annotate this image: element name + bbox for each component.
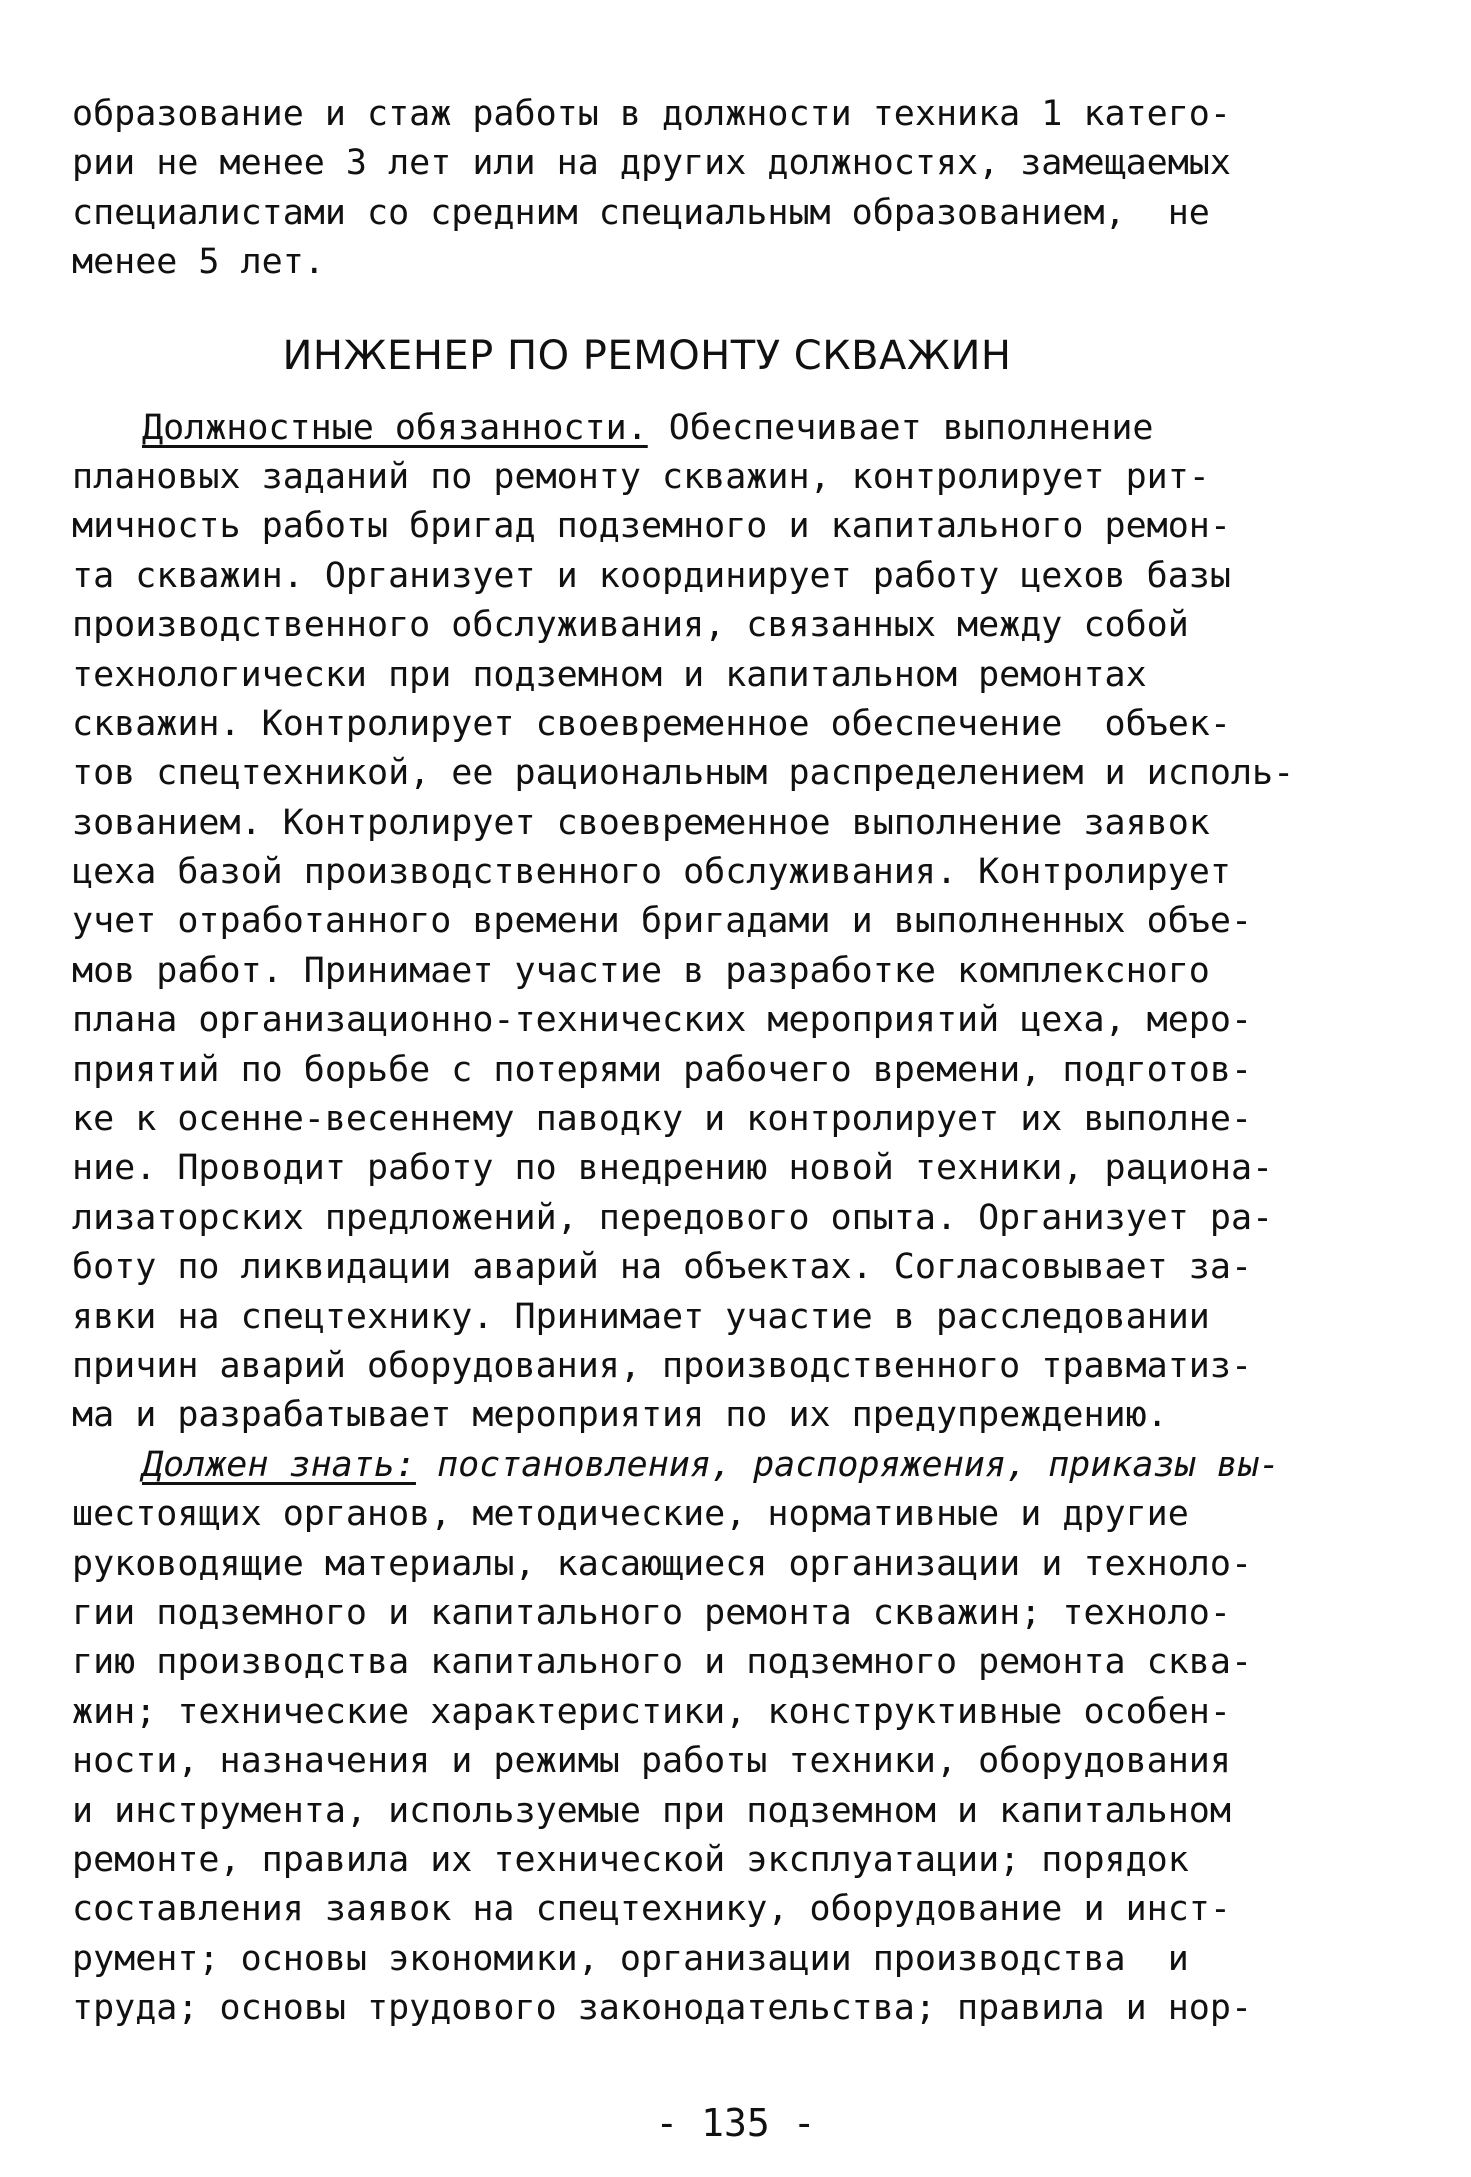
text-line: гии подземного и капитального ремонта скважин; техноло- [72,1592,1231,1633]
text-line: рии не менее 3 лет или на других должностях, замещаемых [72,143,1231,184]
text-line: производственного обслуживания, связанных между собой [72,605,1189,646]
text-line: ке к осенне-весеннему паводку и контролирует их выполне- [72,1099,1253,1140]
text-line: ние. Проводит работу по внедрению новой техники, рациона- [72,1148,1274,1189]
text-line: менее 5 лет. [72,242,325,283]
text-line: лизаторских предложений, передового опыта. Организует ра- [72,1197,1274,1238]
knowledge-label: Должен знать: [142,1444,416,1485]
text-line: плановых заданий по ремонту скважин, контролирует рит- [72,456,1210,497]
duties-paragraph [72,404,1412,1441]
text-line: руководящие материалы, касающиеся организации и техноло- [72,1543,1253,1584]
text-line [72,404,1412,453]
text-line: мов работ. Принимает участие в разработке комплексного [72,950,1210,991]
text-line: образование и стаж работы в должности техника 1 катего- [72,94,1231,134]
text-line: боту по ликвидации аварий на объектах. Согласовывает за- [72,1247,1253,1288]
knowledge-first-line: постановления, распоряжения, приказы вы- [415,1444,1280,1485]
text-line: ремонте, правила их технической эксплуатации; порядок [72,1839,1189,1880]
text-line: ма и разрабатывает мероприятия по их предупреждению. [72,1395,1168,1436]
text-line: шестоящих органов, методические, нормативные и другие [72,1494,1189,1535]
document-page [72,90,1412,2033]
section-heading: ИНЖЕНЕР ПО РЕМОНТУ СКВАЖИН [282,332,1012,379]
intro-paragraph [72,90,1412,288]
text-line: цеха базой производственного обслуживания. Контролирует [72,852,1231,893]
page-number: - 135 - [655,2101,816,2145]
text-line: жин; технические характеристики, конструктивные особен- [72,1691,1231,1732]
text-line: мичность работы бригад подземного и капитального ремон- [72,506,1231,547]
text-line: скважин. Контролирует своевременное обеспечение объек- [72,703,1231,744]
text-line: специалистами со средним специальным образованием, не [72,192,1210,233]
duties-first-line: Обеспечивает выполнение [647,407,1154,448]
text-line: составления заявок на спецтехнику, оборудование и инст- [72,1889,1231,1930]
text-line: плана организационно-технических мероприятий цеха, меро- [72,1000,1253,1041]
text-line: труда; основы трудового законодательства; правила и нор- [72,1988,1253,2029]
text-line: зованием. Контролирует своевременное выполнение заявок [72,802,1210,843]
text-line [72,1441,1412,1490]
text-line: технологически при подземном и капитальном ремонтах [72,654,1147,695]
text-line: ности, назначения и режимы работы техники, оборудования [72,1741,1231,1782]
text-line: румент; основы экономики, организации производства и [72,1938,1189,1979]
knowledge-paragraph [72,1441,1412,2034]
text-line: гию производства капитального и подземного ремонта сква- [72,1642,1253,1683]
text-line: причин аварий оборудования, производственного травматиз- [72,1345,1253,1386]
text-line: тов спецтехникой, ее рациональным распределением и исполь- [72,753,1295,794]
text-line: приятий по борьбе с потерями рабочего времени, подготов- [72,1049,1253,1090]
text-line: и инструмента, используемые при подземном и капитальном [72,1790,1231,1831]
text-line: явки на спецтехнику. Принимает участие в расследовании [72,1296,1210,1337]
text-line: та скважин. Организует и координирует работу цехов базы [72,555,1231,596]
text-line: учет отработанного времени бригадами и выполненных объе- [72,901,1253,942]
duties-label: Должностные обязанности. [142,407,648,448]
